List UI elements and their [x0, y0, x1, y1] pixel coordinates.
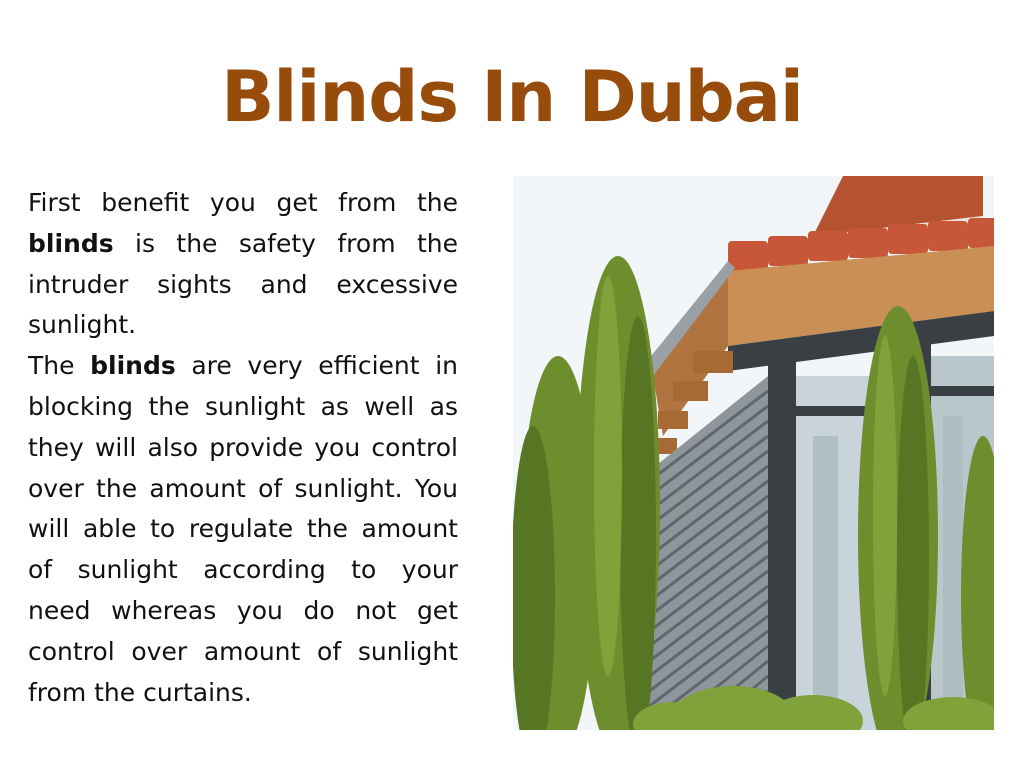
paragraph-1	[28, 183, 458, 346]
house-blinds-photo	[513, 176, 994, 730]
paragraph-1-bold: blinds	[28, 228, 114, 258]
slide-title: Blinds In Dubai	[221, 56, 803, 138]
paragraph-2-bold: blinds	[90, 351, 176, 381]
house-blinds-illustration	[513, 176, 994, 730]
paragraph-1-before: First benefit you get from the	[28, 188, 458, 217]
paragraph-2-part1: The	[28, 351, 91, 381]
body-text	[28, 183, 458, 713]
paragraph-2	[28, 346, 458, 713]
paragraph-1-after: is the safety from the intruder sights and excessive sunlight.	[28, 228, 458, 340]
paragraph-2-part2: are very efficient in blocking the sunlight as well as they will also provide you control over the amount of sunlight. You will able to regulate the amount of sunlight according to your need whereas you do not get control over amount of sunlight from the curtains.	[28, 351, 458, 707]
